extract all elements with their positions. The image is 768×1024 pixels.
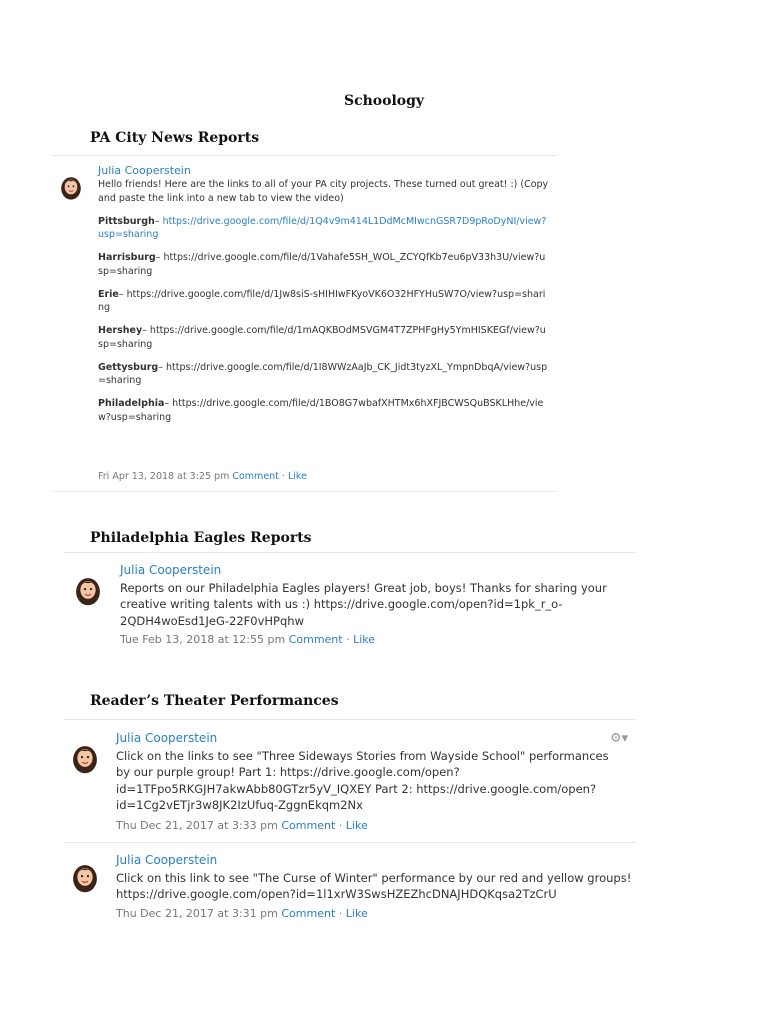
like-link[interactable]: Like	[345, 819, 368, 832]
dot-separator: ·	[342, 633, 354, 646]
post-meta	[116, 907, 368, 920]
link-line-philadelphia	[98, 397, 550, 425]
post-readers-theater-1	[64, 719, 636, 840]
city-label: Harrisburg	[98, 252, 156, 264]
timestamp: Tue Feb 13, 2018 at 12:55 pm	[120, 633, 286, 646]
video-link-text: https://drive.google.com/file/d/1I8WWzAaJb_CK_Jidt3tyzXL_YmpnDbqA/view?usp=sharing	[98, 361, 548, 387]
avatar-icon	[71, 572, 105, 608]
timestamp: Thu Dec 21, 2017 at 3:31 pm	[116, 907, 278, 920]
avatar-icon	[68, 859, 102, 895]
post-author[interactable]: Julia Cooperstein	[116, 853, 218, 867]
comment-link[interactable]: Comment	[288, 633, 343, 646]
link-line-harrisburg	[98, 251, 550, 279]
dot-separator: ·	[278, 471, 288, 482]
avatar-icon	[68, 740, 102, 776]
video-link-text: https://drive.google.com/file/d/1Jw8siS-sHIHIwFKyoVK6O32HFYHuSW7O/view?usp=sharing	[98, 288, 546, 314]
separator: –	[158, 361, 167, 373]
post-intro: Hello friends! Here are the links to all of your PA city projects. These turned out great! :) (Copy and paste the link into a new tab to view the video)	[98, 179, 549, 204]
gear-icon[interactable]: ⚙▾	[610, 731, 629, 746]
dot-separator: ·	[335, 819, 346, 832]
link-line-gettysburg	[98, 361, 550, 389]
post-meta	[120, 633, 375, 646]
separator: –	[154, 215, 163, 227]
comment-link[interactable]: Comment	[281, 907, 336, 920]
timestamp: Fri Apr 13, 2018 at 3:25 pm	[98, 471, 230, 482]
post-text: Click on this link to see "The Curse of Winter" performance by our red and yellow groups! https://drive.google.com/open?id=1l1xrW3SwsHZEZhcDNAJHDQKqsa2TzCrU	[116, 871, 632, 902]
city-label: Gettysburg	[98, 361, 159, 373]
separator: –	[118, 288, 127, 300]
document-title: Schoology	[343, 93, 425, 109]
section-heading-readers-theater: Reader’s Theater Performances	[90, 693, 339, 709]
like-link[interactable]: Like	[287, 471, 307, 482]
section-heading-pa-city: PA City News Reports	[90, 130, 260, 146]
city-label: Erie	[98, 288, 119, 300]
like-link[interactable]: Like	[345, 907, 368, 920]
post-eagles	[64, 552, 636, 653]
avatar	[71, 572, 105, 608]
video-link-text: https://drive.google.com/file/d/1Vahafe5SH_WOL_ZCYQfKb7eu6pV33h3U/view?usp=sharing	[98, 252, 546, 277]
city-label: Pittsburgh	[98, 215, 155, 227]
avatar	[68, 740, 102, 776]
city-label: Hershey	[98, 325, 143, 337]
post-readers-theater-2	[64, 842, 636, 927]
post-author[interactable]: Julia Cooperstein	[98, 164, 191, 177]
post-text: Reports on our Philadelphia Eagles players! Great job, boys! Thanks for sharing your creative writing talents with us :) https://drive.google.com/open?id=1pk_r_o-2QDH4woEsd1JeG-22F0vHPqhw	[120, 581, 607, 628]
post-meta	[116, 819, 368, 832]
comment-link[interactable]: Comment	[281, 819, 336, 832]
dot-separator: ·	[335, 907, 346, 920]
link-line-pittsburgh	[98, 215, 550, 243]
post-author[interactable]: Julia Cooperstein	[116, 731, 218, 745]
post-pa-city	[52, 155, 557, 492]
link-line-hershey	[98, 324, 550, 352]
separator: –	[164, 398, 173, 410]
timestamp: Thu Dec 21, 2017 at 3:33 pm	[116, 819, 278, 832]
section-heading-eagles: Philadelphia Eagles Reports	[90, 530, 312, 546]
separator: –	[155, 252, 164, 264]
video-link-text: https://drive.google.com/file/d/1mAQKBOdMSVGM4T7ZPHFgHy5YmHISKEGf/view?usp=sharing	[98, 325, 546, 350]
avatar	[68, 859, 102, 895]
avatar	[57, 172, 85, 202]
video-link[interactable]: https://drive.google.com/file/d/1Q4v9m414L1DdMcMIwcnGSR7D9pRoDyNI/view?usp=sharing	[98, 215, 547, 241]
post-text: Click on the links to see "Three Sideways Stories from Wayside School" performances by our purple group! Part 1: https://drive.google.com/open?id=1TFpo5RKGJH7akwAbb80GTzr5yV_IQXEY Part 2: https://drive.google.com/open?id=1Cg2vETjr3w8JK2IzUfuq-ZggnEkqm2Nx	[116, 749, 609, 812]
link-line-erie	[98, 288, 550, 316]
separator: –	[142, 325, 150, 337]
avatar-icon	[57, 172, 85, 202]
city-label: Philadelphia	[98, 398, 165, 410]
like-link[interactable]: Like	[353, 633, 376, 646]
video-link-text: https://drive.google.com/file/d/1BO8G7wbafXHTMx6hXFJBCWSQuBSKLHhe/view?usp=sharing	[98, 398, 544, 423]
post-author[interactable]: Julia Cooperstein	[120, 563, 222, 577]
comment-link[interactable]: Comment	[232, 471, 279, 482]
post-meta	[98, 471, 307, 482]
